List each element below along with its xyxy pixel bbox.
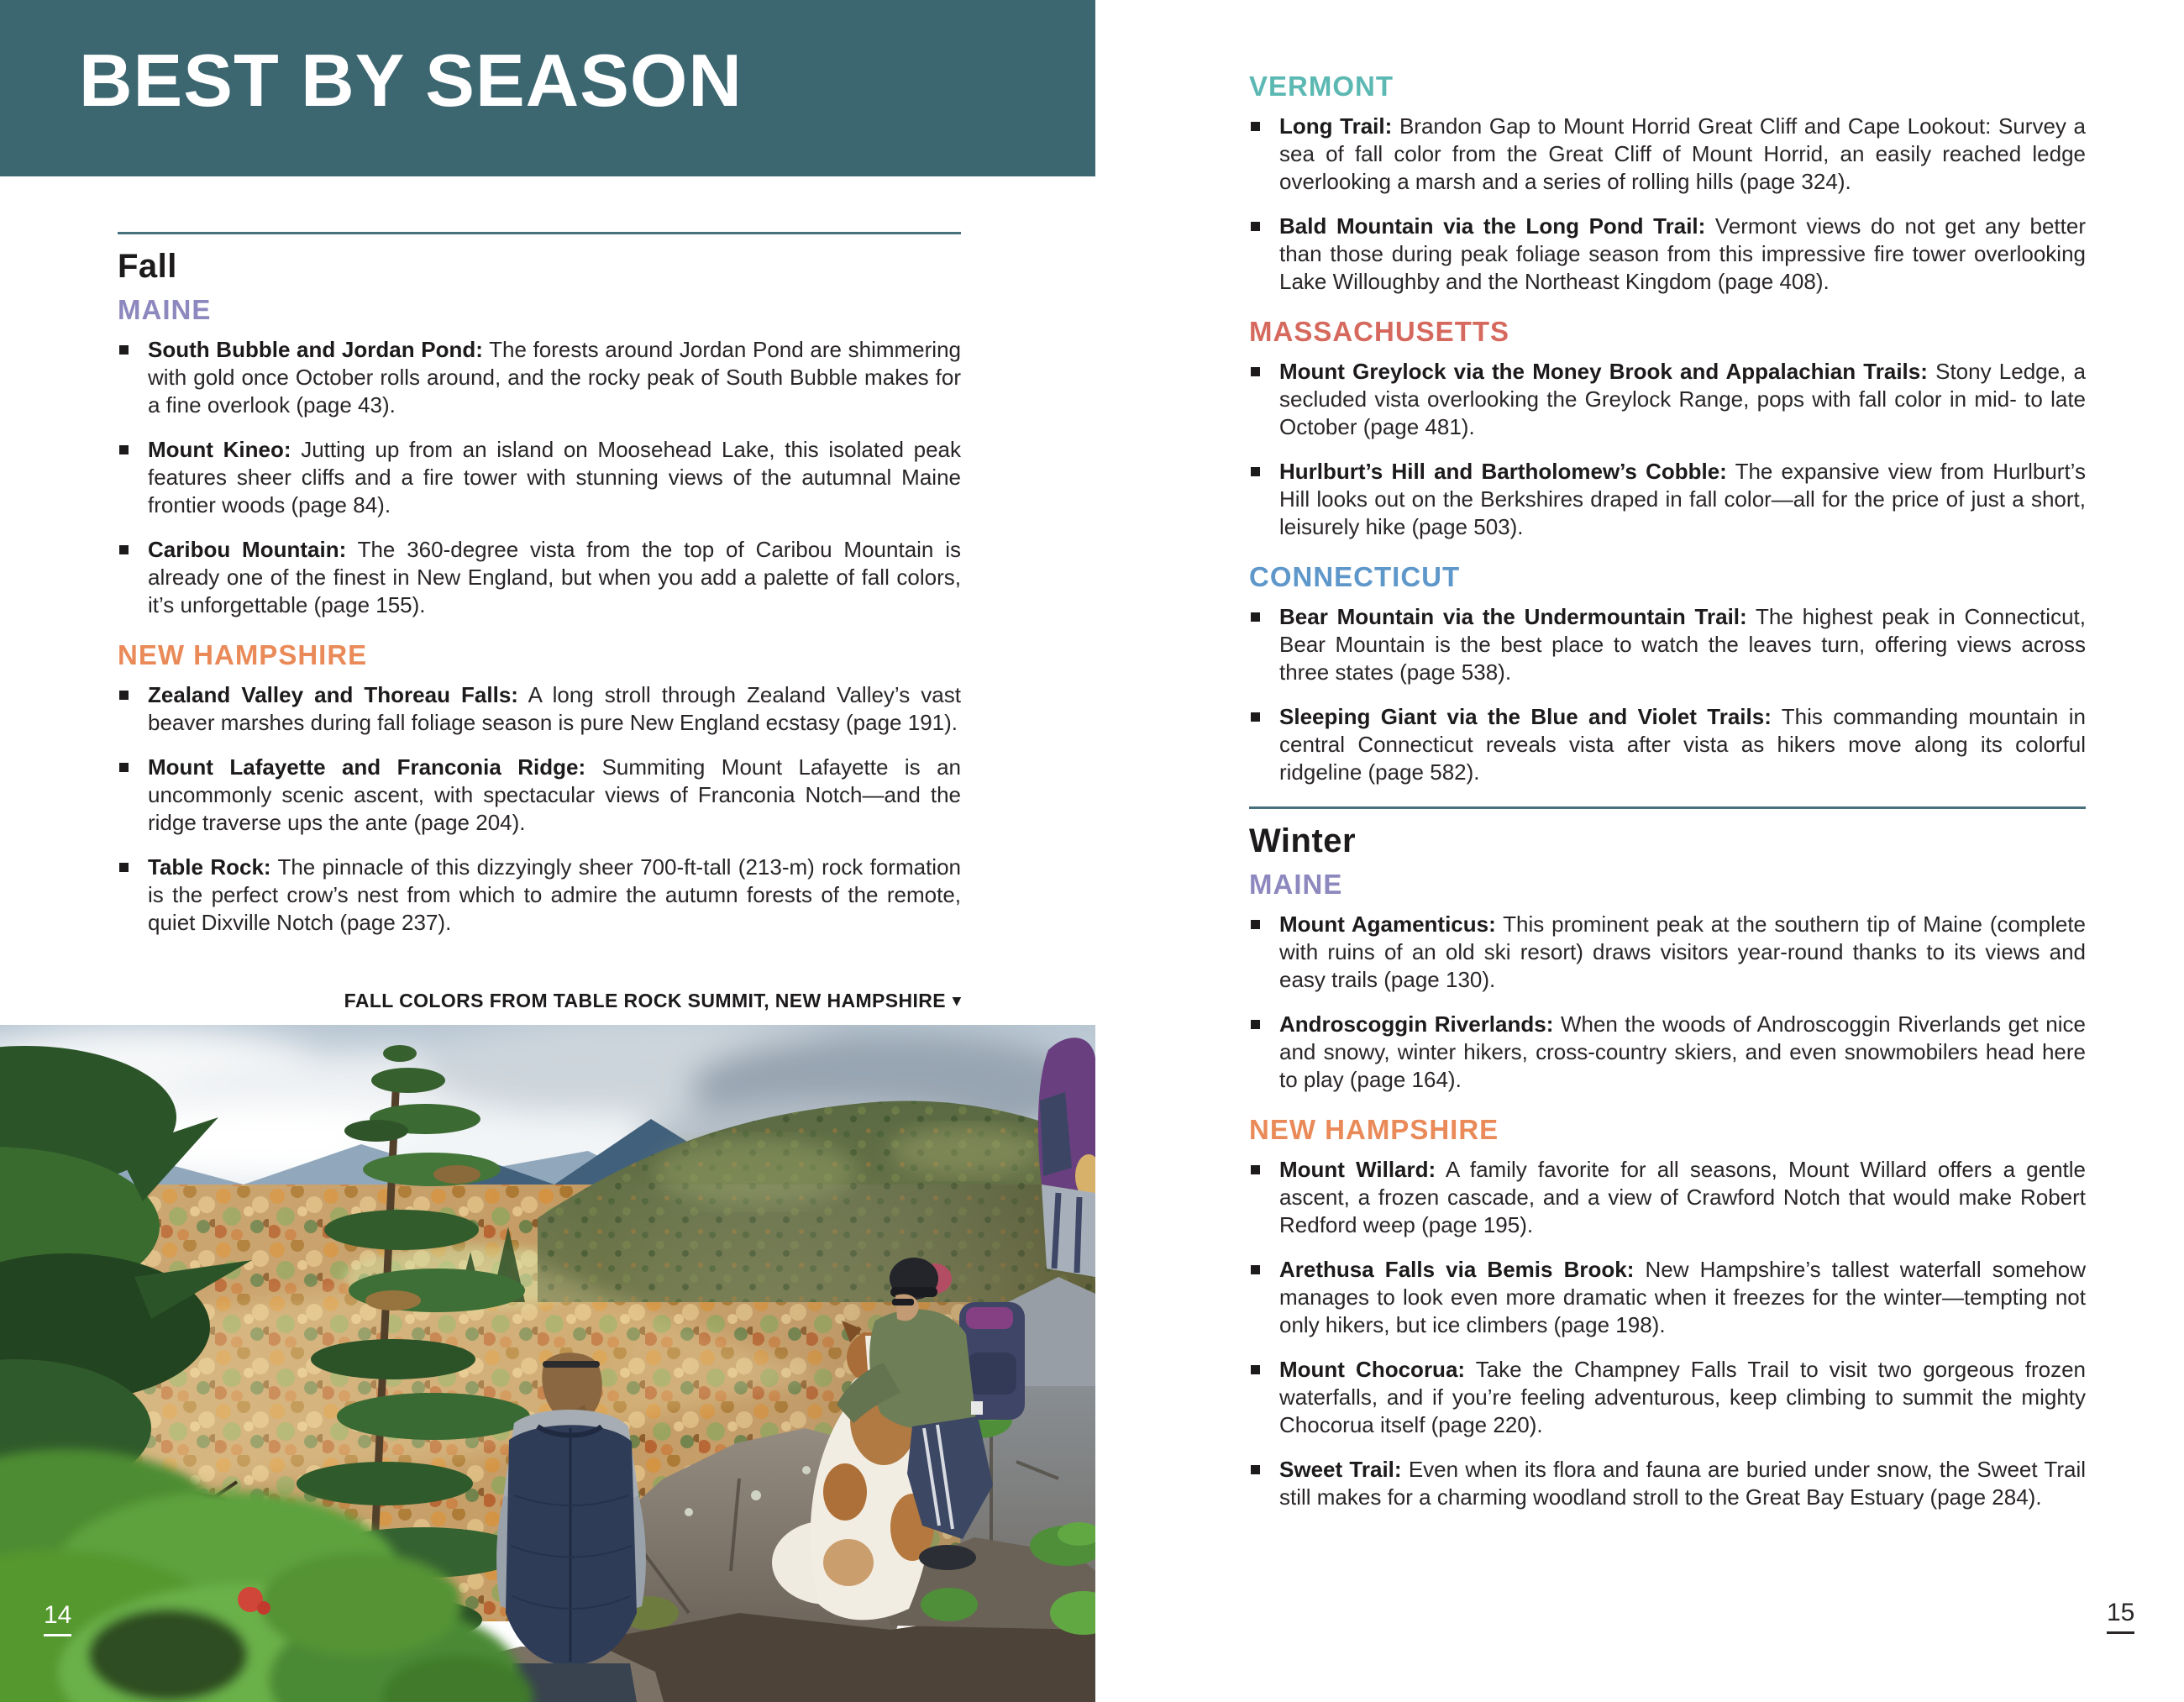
trail-name: Mount Lafayette and Franconia Ridge: [148,754,586,780]
trail-description: Stony Ledge, a secluded vista overlooking the Greylock Range, pops with fall color in mid- to late October (page 481). [1279,359,2086,439]
page-number-right: 15 [2107,1600,2134,1634]
trail-description: Brandon Gap to Mount Horrid Great Cliff and Cape Lookout: Survey a sea of fall color from the Great Cliff of Mount Horrid, an easily reached ledge overlooking a marsh and a series of rolling hills (page 324). [1279,113,2086,194]
trail-name: Bald Mountain via the Long Pond Trail: [1279,213,1706,239]
bullet-square-icon [1251,1465,1260,1474]
trail-name: Caribou Mountain: [148,537,347,562]
right-page-column [1249,71,2086,1531]
trail-name: Mount Kineo: [148,437,291,462]
bullet-square-icon [1251,1020,1260,1029]
left-page-column [118,232,961,957]
photo-caption [0,990,961,1012]
section-divider [118,232,961,234]
trail-name: Mount Chocorua: [1279,1357,1466,1382]
trail-entry [1249,358,2086,441]
state-section-massachusetts [1249,316,2086,541]
state-heading: MAINE [118,294,212,325]
bullet-square-icon [1251,1265,1260,1274]
trail-name: Mount Willard: [1279,1157,1436,1182]
bullet-square-icon [1251,467,1260,476]
trail-name: South Bubble and Jordan Pond: [148,337,483,362]
trail-entry [118,536,961,619]
bullet-square-icon [119,545,129,554]
trail-description: This prominent peak at the southern tip of Maine (complete with ruins of an old ski resort) draws visitors year-round thanks to its views and easy trails (page 130). [1279,911,2087,992]
bullet-square-icon [1251,222,1260,231]
trail-entry [1249,213,2086,296]
summit-photo [0,1025,1095,1702]
bullet-square-icon [119,691,129,700]
bullet-square-icon [119,345,129,355]
trail-name: Sweet Trail: [1279,1457,1402,1482]
trail-description: The highest peak in Connecticut, Bear Mountain is the best place to watch the leaves turn, offering views across three states (page 538). [1279,604,2086,685]
trail-entry [1249,603,2086,686]
page-title: BEST BY SEASON [79,39,743,122]
trail-description: New Hampshire’s tallest waterfall somehow manages to look even more dramatic when it freezes for the winter—tempting not only hikers, but ice climbers (page 198). [1279,1257,2086,1337]
bullet-square-icon [1251,1365,1260,1374]
state-section-maine-fall [118,294,961,619]
trail-entry [1249,113,2086,196]
summit-photo-art [0,1025,1095,1702]
trail-entry [1249,911,2086,994]
trail-entry [118,754,961,837]
trail-name: Androscoggin Riverlands: [1279,1011,1554,1037]
trail-entry [1249,703,2086,786]
bullet-square-icon [1251,1165,1260,1174]
page-number-left: 14 [44,1603,71,1636]
state-section-maine-winter [1249,869,2086,1094]
bullet-square-icon [119,863,129,872]
trail-description: Vermont views do not get any better than those during peak foliage season from this impressive fire tower overlooking Lake Willoughby and the Northeast Kingdom (page 408). [1279,213,2086,294]
trail-description: Even when its flora and fauna are buried under snow, the Sweet Trail still makes for a charming woodland stroll to the Great Bay Estuary (page 284). [1279,1457,2086,1510]
trail-name: Long Trail: [1279,113,1393,139]
trail-description: Summiting Mount Lafayette is an uncommonly scenic ascent, with spectacular views of Franconia Notch—and the ridge traverse ups the ante (page 204). [148,754,961,835]
bullet-square-icon [119,763,129,772]
trail-description: Jutting up from an island on Moosehead Lake, this isolated peak features sheer cliffs and a fire tower with stunning views of the autumnal Maine frontier woods (page 84). [148,437,961,517]
trail-name: Bear Mountain via the Undermountain Trail: [1279,604,1747,629]
state-heading: MAINE [1249,869,1343,900]
bullet-square-icon [119,445,129,454]
trail-entry [1249,1256,2086,1339]
trail-entry [1249,1356,2086,1439]
trail-description: The pinnacle of this dizzyingly sheer 700-ft-tall (213-m) rock formation is the perfect crow’s nest from which to admire the autumn forests of the remote, quiet Dixville Notch (page 237). [148,854,962,935]
caption-arrow-icon: ▾ [953,992,961,1010]
season-heading-winter: Winter [1249,822,1357,859]
banner [0,0,1095,176]
photo-hiker-purple [1038,1037,1095,1277]
trail-description: The expansive view from Hurlburt’s Hill looks out on the Berkshires draped in fall color—all for the price of just a short, leisurely hike (page 503). [1279,459,2086,539]
bullet-square-icon [1251,712,1260,722]
trail-description: A long stroll through Zealand Valley’s vast beaver marshes during fall foliage season is pure New England ecstasy (page 191). [148,682,961,735]
trail-name: Mount Agamenticus: [1279,911,1496,937]
state-heading: NEW HAMPSHIRE [1249,1114,1499,1145]
trail-entry [118,854,961,937]
bullet-square-icon [1251,920,1260,929]
trail-name: Table Rock: [148,854,271,880]
trail-name: Sleeping Giant via the Blue and Violet Trails: [1279,704,1772,729]
trail-entry [1249,1156,2086,1239]
trail-description: When the woods of Androscoggin Riverlands get nice and snowy, winter hikers, cross-country skiers, and even snowmobilers head here to play (page 164). [1279,1011,2086,1092]
trail-description: The forests around Jordan Pond are shimmering with gold once October rolls around, and the rocky peak of South Bubble makes for a fine overlook (page 43). [148,337,961,418]
trail-description: A family favorite for all seasons, Mount Willard offers a gentle ascent, a frozen cascade, and a view of Crawford Notch that would make Robert Redford weep (page 195). [1279,1157,2086,1237]
trail-name: Arethusa Falls via Bemis Brook: [1279,1257,1635,1282]
bullet-square-icon [1251,612,1260,622]
state-section-new-hampshire-winter [1249,1114,2086,1511]
state-heading: MASSACHUSETTS [1249,316,1510,347]
state-heading: VERMONT [1249,71,1394,102]
trail-entry [118,336,961,419]
state-heading: NEW HAMPSHIRE [118,639,368,670]
bullet-square-icon [1251,367,1260,376]
state-section-vermont [1249,71,2086,296]
trail-description: This commanding mountain in central Connecticut reveals vista after vista as hikers move along its colorful ridgeline (page 582). [1279,704,2086,785]
photo-caption-text: FALL COLORS FROM TABLE ROCK SUMMIT, NEW HAMPSHIRE [344,990,947,1011]
state-section-connecticut [1249,561,2086,786]
state-section-new-hampshire-fall [118,639,961,937]
trail-entry [118,681,961,737]
trail-entry [1249,1011,2086,1094]
section-divider [1249,806,2086,809]
state-heading: CONNECTICUT [1249,561,1461,592]
trail-entry [1249,1456,2086,1511]
trail-entry [1249,458,2086,541]
trail-name: Hurlburt’s Hill and Bartholomew’s Cobble: [1279,459,1727,484]
trail-name: Mount Greylock via the Money Brook and Appalachian Trails: [1279,359,1928,384]
trail-name: Zealand Valley and Thoreau Falls: [148,682,518,707]
trail-description: The 360-degree vista from the top of Caribou Mountain is already one of the finest in New England, but when you add a palette of fall colors, it’s unforgettable (page 155). [148,537,961,617]
season-heading-fall: Fall [118,248,177,285]
bullet-square-icon [1251,122,1260,131]
trail-entry [118,436,961,519]
trail-description: Take the Champney Falls Trail to visit two gorgeous frozen waterfalls, and if you’re feeling adventurous, keep climbing to summit the mighty Chocorua itself (page 220). [1279,1357,2086,1437]
